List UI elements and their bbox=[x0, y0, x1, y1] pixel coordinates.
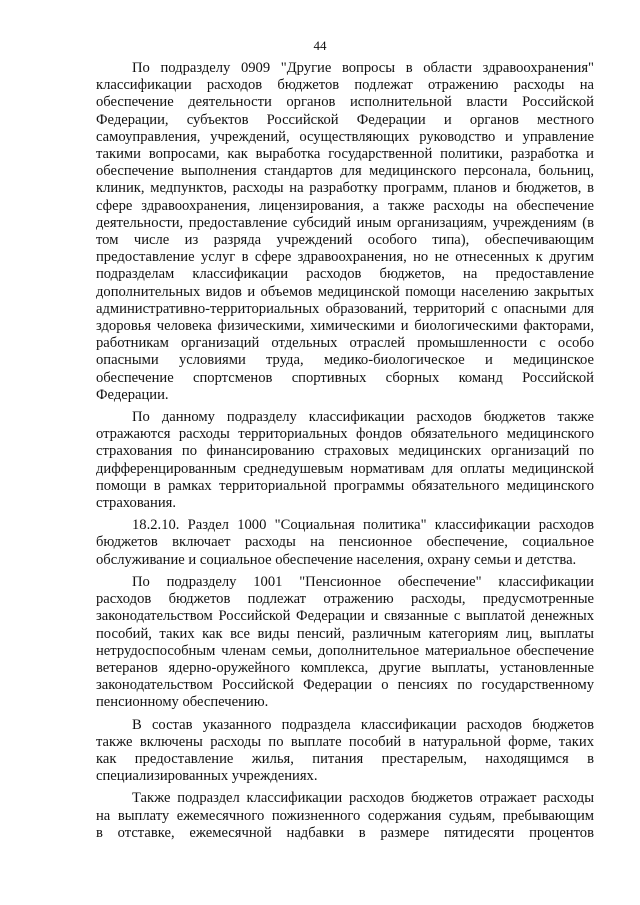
text-line: подразделам классификации расходов бюджетов, на предоставление bbox=[96, 266, 594, 283]
text-line: опасными условиями труда, медико-биологическое и медицинское bbox=[96, 352, 594, 369]
text-line: специализированных учреждениях. bbox=[96, 768, 318, 785]
page-number: 44 bbox=[313, 38, 327, 53]
text-line: обеспечение спортсменов спортивных сборных команд Российской bbox=[96, 369, 594, 386]
text-line: Федерации. bbox=[96, 386, 169, 403]
text-line: сфере здравоохранения, лицензирования, а также расходы на обеспечение bbox=[96, 197, 594, 214]
text-line: 18.2.10. Раздел 1000 "Социальная политика" классификации расходов bbox=[132, 517, 594, 534]
paragraph-section-1001 bbox=[96, 574, 594, 712]
text-line: бюджетов включает расходы на пенсионное обеспечение, социальное bbox=[96, 534, 594, 551]
text-line: обеспечение выполнения стандартов для медицинского персонала, больниц, bbox=[96, 163, 594, 180]
text-line: помощи в рамках территориальной программы обязательного медицинского bbox=[96, 477, 594, 494]
text-line: дифференцированным среднедушевым нормативам для оплаты медицинской bbox=[96, 460, 594, 477]
text-line: такими вопросами, как выработка государственной политики, разработка и bbox=[96, 146, 594, 163]
text-line: отражаются расходы территориальных фондов обязательного медицинского bbox=[96, 426, 594, 443]
text-line: По подразделу 1001 "Пенсионное обеспечение" классификации bbox=[132, 573, 594, 590]
text-line: ветеранов ядерно-оружейного комплекса, другие выплаты, установленные bbox=[96, 659, 594, 676]
text-line: клиник, медпунктов, расходы на разработку программ, планов и бюджетов, в bbox=[96, 180, 594, 197]
text-line: работникам организаций отдельных отраслей промышленности с особо bbox=[96, 335, 594, 352]
text-line: дополнительных видов и объемов медицинской помощи населению закрытых bbox=[96, 283, 594, 300]
text-line: классификации расходов бюджетов подлежат отражению расходы на bbox=[96, 77, 594, 94]
text-line: По подразделу 0909 "Другие вопросы в области здравоохранения" bbox=[132, 60, 594, 76]
text-line: пособий, таких как все виды пенсий, различным категориям лиц, выплаты bbox=[96, 625, 594, 642]
paragraph-territorial-funds bbox=[96, 409, 594, 512]
text-line: как предоставление жилья, питания престарелым, находящимся в bbox=[96, 750, 594, 767]
text-line: обслуживание и социальное обеспечение населения, охрану семьи и детства. bbox=[96, 551, 577, 568]
text-line: В состав указанного подраздела классификации расходов бюджетов bbox=[132, 716, 594, 733]
text-line: здоровья человека физическими, химическими и биологическими факторами, bbox=[96, 318, 594, 335]
text-line: в отставке, ежемесячной надбавки в размере пятидесяти процентов bbox=[96, 824, 594, 841]
text-line: законодательством Российской Федерации и связанные с выплатой денежных bbox=[96, 608, 594, 625]
text-line: пенсионному обеспечению. bbox=[96, 694, 269, 711]
text-line: самоуправления, учреждений, осуществляющих руководство и управление bbox=[96, 128, 594, 145]
text-line: также включены расходы по выплате пособий в натуральной форме, таких bbox=[96, 733, 594, 750]
text-line: на выплату ежемесячного пожизненного содержания судьям, пребывающим bbox=[96, 807, 594, 824]
document-body bbox=[96, 60, 594, 842]
text-line: Федерации, субъектов Российской Федерации и органов местного bbox=[96, 111, 594, 128]
text-line: административно-территориальных образований, территорий с опасными для bbox=[96, 300, 594, 317]
text-line: законодательством Российской Федерации о пенсиях по государственному bbox=[96, 677, 594, 694]
text-line: обеспечение деятельности органов исполнительной власти Российской bbox=[96, 94, 594, 111]
text-line: страхования. bbox=[96, 495, 177, 512]
text-line: страхования по финансированию страховых медицинских организаций по bbox=[96, 443, 594, 460]
text-line: нетрудоспособным членам семьи, дополнительное материальное обеспечение bbox=[96, 642, 594, 659]
text-line: деятельности, предоставление субсидий иным организациям, учреждениям (в bbox=[96, 214, 594, 231]
text-line: По данному подразделу классификации расходов бюджетов также bbox=[132, 409, 594, 426]
text-line: предоставление услуг в сфере здравоохранения, но не отнесенных к другим bbox=[96, 249, 594, 266]
paragraph-section-0909 bbox=[96, 60, 594, 404]
text-line: том числе из разряда учреждений особого типа), обеспечивающим bbox=[96, 232, 594, 249]
paragraph-judges-allowance bbox=[96, 790, 594, 842]
paragraph-in-kind-benefits bbox=[96, 717, 594, 786]
text-line: Также подраздел классификации расходов бюджетов отражает расходы bbox=[132, 790, 594, 807]
text-line: расходов бюджетов подлежат отражению расходы, предусмотренные bbox=[96, 591, 594, 608]
paragraph-section-1000 bbox=[96, 517, 594, 569]
